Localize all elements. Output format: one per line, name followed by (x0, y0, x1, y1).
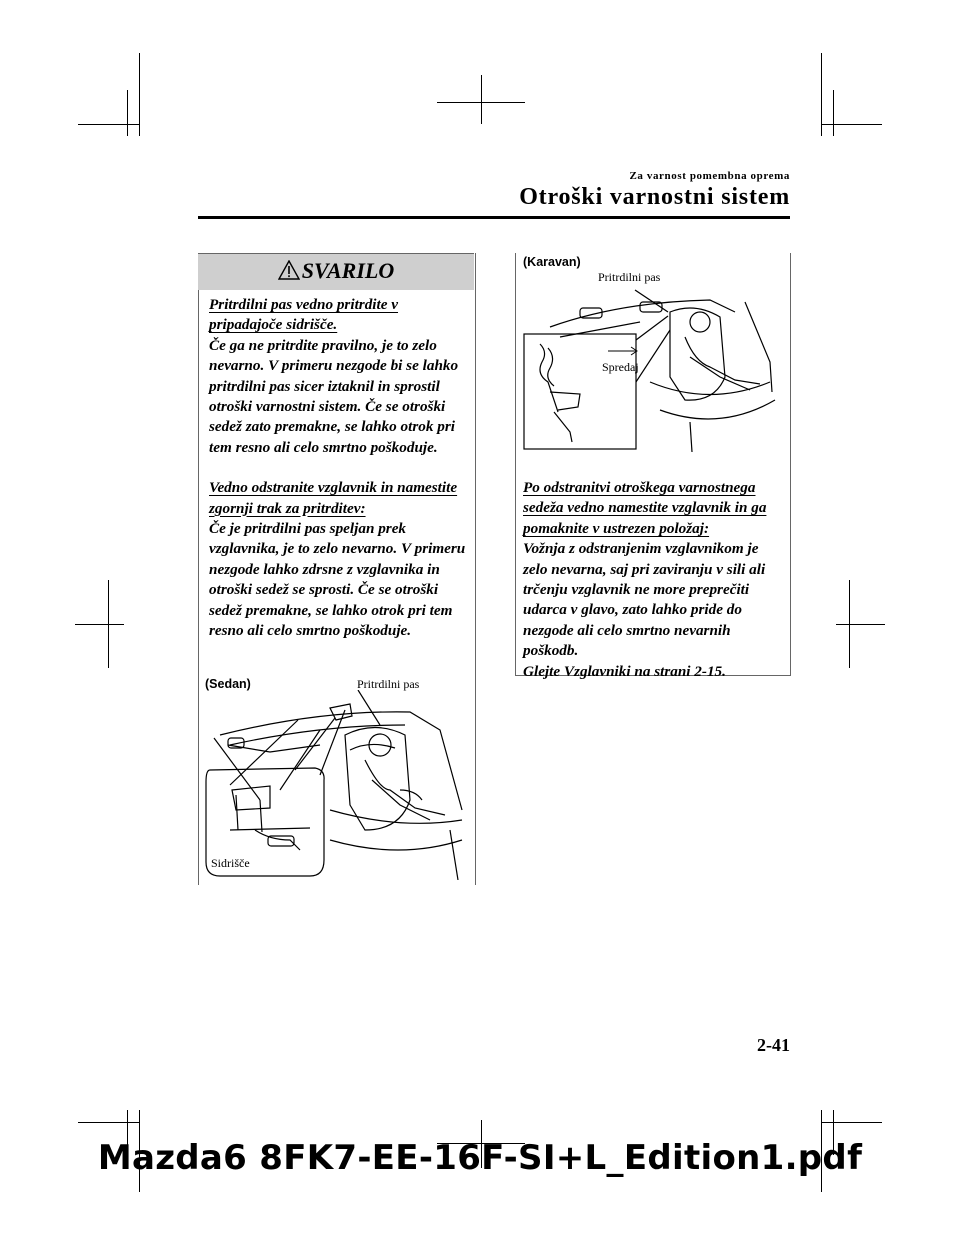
warning-heading-2: Vedno odstranite vzglavnik in namestite zgornji trak za pritrditev: (209, 479, 458, 517)
header-rule (198, 216, 790, 219)
page-number: 2-41 (757, 1035, 790, 1055)
wagon-front-label: Spredaj (602, 360, 639, 374)
sedan-label: (Sedan) (205, 677, 251, 691)
warning-heading-1: Pritrdilni pas vedno pritrdite v pripadajoče sidrišče. (209, 296, 399, 334)
right-text (523, 478, 785, 682)
wagon-label: (Karavan) (523, 255, 581, 269)
sedan-strap-label: Pritrdilni pas (357, 677, 420, 691)
warning-body-2: Če je pritrdilni pas speljan prek vzglavnika, je to zelo nevarno. V primeru nezgode lahko zdrsne z vzglavnika in otroški sedež se sprosti. Če se otroški sedež premakne, se lahko otrok pri tem resno ali celo smrtno poškoduje. (209, 520, 466, 640)
wagon-illustration (520, 282, 782, 452)
warning-text (209, 295, 467, 642)
sedan-anchor-label: Sidrišče (211, 856, 250, 870)
wagon-strap-label: Pritrdilni pas (598, 270, 661, 284)
footer-filename: Mazda6 8FK7-EE-16F-SI+L_Edition1.pdf (97, 1138, 863, 1178)
section-name: Za varnost pomembna oprema (629, 170, 790, 182)
warning-triangle-icon (278, 260, 300, 280)
right-heading: Po odstranitvi otroškega varnostnega sedeža vedno namestite vzglavnik in ga pomaknite v ustrezen položaj: (523, 479, 767, 537)
warning-body-1: Če ga ne pritrdite pravilno, je to zelo nevarno. V primeru nezgode bi se lahko pritrdilni pas sicer iztaknil in sprostil otroški varnostni sistem. Če se otroški sedež zato premakne, se lahko otrok pri tem resno ali celo smrtno poškoduje. (209, 336, 459, 456)
warning-title: SVARILO (301, 258, 395, 283)
sedan-illustration (200, 690, 472, 880)
right-body: Vožnja z odstranjenim vzglavnikom je zelo nevarna, saj pri zaviranju v sili ali trčenju vzglavnik ne more preprečiti udarca v glavo, zato lahko pride do nezgode ali celo smrtno nevarnih poškodb. (523, 540, 766, 660)
page-title: Otroški varnostni sistem (519, 184, 790, 210)
right-reference: Glejte Vzglavniki na strani 2-15. (523, 662, 726, 680)
warning-header (198, 253, 474, 290)
